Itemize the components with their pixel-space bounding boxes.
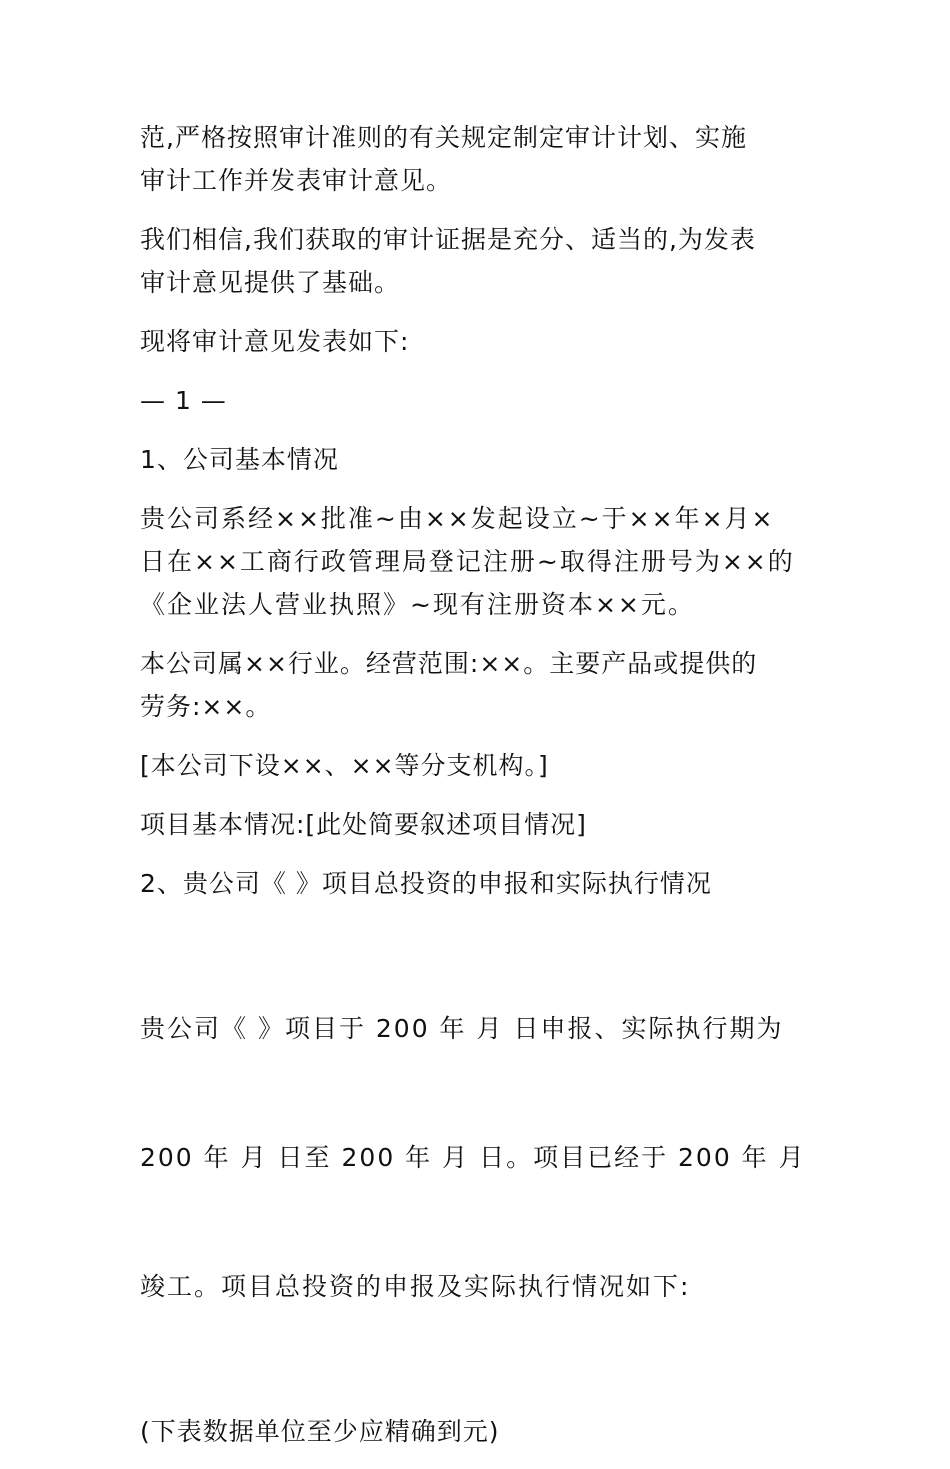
paragraph-audit-standards (140, 116, 820, 202)
page-number (140, 379, 820, 422)
paragraph-opinion-intro (140, 320, 820, 363)
text-line: 贵公司系经××批准~由××发起设立~于××年×月× (140, 504, 775, 533)
page-number-text: — 1 — (140, 386, 227, 415)
text-line: 本公司属××行业。经营范围:××。主要产品或提供的 (140, 649, 758, 678)
text-line: 范,严格按照审计准则的有关规定制定审计计划、实施 (140, 123, 747, 152)
paragraph-project-info (140, 803, 820, 846)
text-line: 200 年 月 日至 200 年 月 日。项目已经于 200 年 月 (140, 1143, 806, 1172)
text-line: (下表数据单位至少应精确到元) (140, 1417, 500, 1446)
text-line: 项目基本情况:[此处简要叙述项目情况] (140, 810, 587, 839)
text-line: 贵公司《 》项目于 200 年 月 日申报、实际执行期为 (140, 1014, 784, 1043)
text-line: 审计工作并发表审计意见。 (140, 166, 453, 195)
paragraph-table-note (140, 1410, 820, 1453)
section-heading-investment (140, 862, 820, 905)
section-heading-company-info (140, 438, 820, 481)
paragraph-branches (140, 744, 820, 787)
text-line: 现将审计意见发表如下: (140, 327, 410, 356)
text-line: 审计意见提供了基础。 (140, 268, 401, 297)
heading-text: 2、贵公司《 》项目总投资的申报和实际执行情况 (140, 869, 712, 898)
text-line: 《企业法人营业执照》~现有注册资本××元。 (140, 590, 695, 619)
document-body (140, 116, 820, 1469)
paragraph-business-scope (140, 642, 820, 728)
paragraph-project-dates (140, 921, 820, 1394)
text-line: [本公司下设××、××等分支机构。] (140, 751, 549, 780)
text-line: 竣工。项目总投资的申报及实际执行情况如下: (140, 1272, 691, 1301)
text-line: 我们相信,我们获取的审计证据是充分、适当的,为发表 (140, 225, 756, 254)
paragraph-audit-evidence (140, 218, 820, 304)
text-line: 日在××工商行政管理局登记注册~取得注册号为××的 (140, 547, 795, 576)
heading-text: 1、公司基本情况 (140, 445, 339, 474)
text-line: 劳务:××。 (140, 692, 272, 721)
paragraph-company-registration (140, 497, 820, 626)
